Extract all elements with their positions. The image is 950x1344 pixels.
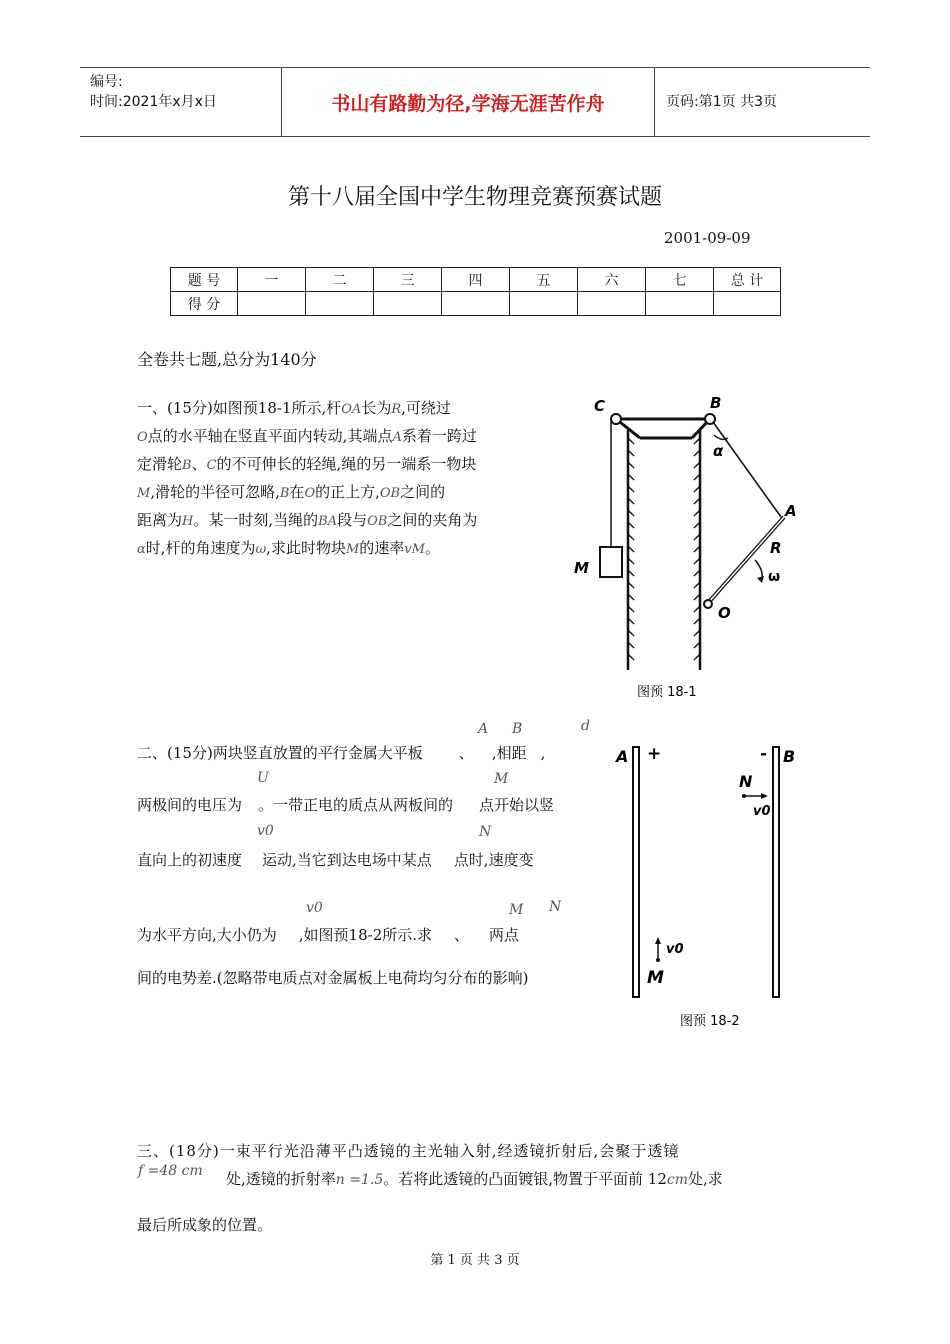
label-alpha: α [713, 442, 724, 460]
label-r: R [770, 539, 782, 557]
q3-f-expr: f =48 cm [138, 1163, 203, 1179]
q1-symbol: ω [255, 542, 267, 557]
q2-text: 点时,速度变 [453, 851, 534, 869]
q3-text: 处,透镜的折射率 [226, 1170, 336, 1188]
label-plus: + [647, 744, 662, 764]
point-m [656, 958, 660, 962]
q3-text: 处,求 [688, 1170, 723, 1188]
q3-unit: cm [666, 1172, 688, 1188]
q1-text: ,滑轮的半径可忽略, [150, 483, 280, 501]
q2-symbol: M [494, 771, 509, 787]
pulley-c [611, 414, 621, 424]
q2-line: 间的电势差.(忽略带电质点对金属板上电荷均匀分布的影响) [137, 969, 529, 987]
label-c: C [594, 397, 606, 415]
q2-line [137, 792, 554, 818]
q1-symbol: R [391, 402, 402, 417]
q1-text: 、 [191, 455, 207, 473]
label-minus: - [760, 744, 768, 764]
q2-text: , [540, 744, 546, 762]
q1-symbol: OA [341, 402, 362, 417]
q2-symbol: N [549, 899, 562, 915]
score-blank [578, 292, 646, 316]
q1-symbol: M [345, 542, 360, 557]
q1-text: 的不可伸长的轻绳,绳的另一端系一物块 [216, 455, 477, 473]
q1-text: 。 [424, 539, 440, 557]
total-score-text: 全卷共七题,总分为140分 [137, 350, 317, 369]
score-blank [714, 292, 781, 316]
q1-symbol: A [392, 430, 402, 445]
score-cell: 二 [306, 268, 374, 292]
q1-symbol: M [137, 486, 151, 501]
page-header [80, 67, 870, 137]
score-cell: 题 号 [171, 268, 238, 292]
score-cell: 六 [578, 268, 646, 292]
score-header-row [171, 268, 781, 292]
q2-text: 、 [454, 926, 470, 944]
q2-symbol: M [509, 902, 524, 918]
q1-symbol: B [182, 458, 192, 473]
score-label: 得 分 [171, 292, 238, 316]
q2-line [137, 740, 545, 766]
q1-symbol: OB [379, 486, 401, 501]
q1-text: ,可绕过 [401, 399, 451, 417]
q2-symbol: v0 [306, 900, 323, 916]
q2-symbol: A [478, 721, 489, 737]
q1-text: 之间的 [400, 483, 446, 501]
page-label: 页码:第1页 共3页 [666, 94, 777, 110]
velocity-arrowhead-m [655, 937, 661, 944]
q1-symbol: O [137, 430, 148, 445]
q2-text: 两极间的电压为 [137, 796, 243, 814]
q2-text: 二、(15分)两块竖直放置的平行金属大平板 [137, 744, 423, 762]
score-row [171, 292, 781, 316]
q3-line-2 [226, 1166, 723, 1193]
score-cell: 七 [646, 268, 714, 292]
label-b: B [710, 394, 722, 412]
q3-line-1: 三、(18分)一束平行光沿薄平凸透镜的主光轴入射,经透镜折射后,会聚于透镜 [137, 1142, 680, 1160]
motto: 书山有路勤为径,学海无涯苦作舟 [282, 68, 655, 136]
score-cell: 一 [238, 268, 306, 292]
q2-text: 、 [458, 744, 474, 762]
q2-symbol: d [581, 718, 590, 734]
score-cell: 四 [442, 268, 510, 292]
q3-text: 。若将此透镜的凸面镀银,物置于平面前 12 [383, 1170, 667, 1188]
q2-symbol: U [257, 770, 269, 786]
figure-18-2 [605, 735, 805, 1035]
label-m: M [647, 968, 664, 988]
q1-text: 系着一跨过 [401, 427, 477, 445]
q2-text: 直向上的初速度 [137, 851, 243, 869]
q2-symbol: B [512, 721, 523, 737]
header-meta [80, 68, 282, 136]
alpha-arc [714, 435, 728, 439]
page-footer: 第 1 页 共 3 页 [430, 1253, 520, 1268]
score-cell: 五 [510, 268, 578, 292]
q1-text: 的速率 [359, 539, 405, 557]
q1-text: 在 [289, 483, 305, 501]
question-2 [137, 715, 607, 995]
score-blank [374, 292, 442, 316]
q1-text: 距离为 [137, 511, 183, 529]
q2-text: ,相距 [491, 744, 527, 762]
q1-text: 段与 [337, 511, 368, 529]
plate-b [773, 747, 779, 997]
q1-symbol: OB [367, 514, 388, 529]
q1-text: 点的水平轴在竖直平面内转动,其端点 [147, 427, 393, 445]
score-cell: 三 [374, 268, 442, 292]
score-table [170, 267, 781, 316]
q1-symbol: B [279, 486, 290, 501]
pulley-frame [616, 419, 710, 438]
q2-line [137, 847, 534, 873]
q1-symbol: O [304, 486, 316, 501]
q1-symbol: H [182, 514, 194, 529]
q1-text: 。某一时刻,当绳的 [193, 511, 319, 529]
rod-oa-inner [708, 517, 784, 603]
question-1 [137, 395, 567, 563]
label-v0-m: v0 [666, 942, 684, 957]
doc-date: 2001-09-09 [664, 229, 751, 247]
label-a: A [616, 747, 629, 766]
label-v0-n: v0 [753, 804, 771, 819]
time-label: 时间:2021年x月x日 [90, 94, 217, 110]
q2-text: 为水平方向,大小仍为 [137, 926, 277, 944]
q2-text: 。一带正电的质点从两板间的 [258, 796, 454, 814]
score-blank [510, 292, 578, 316]
q1-symbol: C [206, 458, 217, 473]
q1-text: 一、(15分)如图预18-1所示,杆 [137, 399, 342, 417]
q1-text: 时,杆的角速度为 [145, 539, 256, 557]
q2-text: 两点 [489, 926, 520, 944]
label-omega: ω [768, 569, 781, 585]
label-o: O [718, 604, 731, 622]
label-b: B [783, 747, 796, 766]
q2-text: ,如图预18-2所示.求 [298, 926, 433, 944]
doc-title: 第十八届全国中学生物理竞赛预赛试题 [287, 185, 662, 210]
q1-text: 定滑轮 [137, 455, 183, 473]
q2-line [137, 922, 519, 948]
q1-symbol: α [137, 542, 146, 557]
caption-18-2: 图预 18-2 [680, 1014, 740, 1029]
pivot-o [704, 600, 712, 608]
q2-text: 点开始以竖 [479, 796, 555, 814]
q1-text: ,求此时物块 [266, 539, 346, 557]
score-blank [646, 292, 714, 316]
caption-18-1: 图预 18-1 [637, 685, 697, 700]
number-label: 编号: [90, 74, 123, 90]
block-m [600, 547, 622, 577]
score-cell: 总 计 [714, 268, 781, 292]
label-m: M [574, 559, 589, 577]
score-blank [238, 292, 306, 316]
q1-text: 之间的夹角为 [387, 511, 478, 529]
q3-n-expr: n =1.5 [335, 1172, 384, 1188]
question-3 [137, 1138, 827, 1164]
q2-text: 运动,当它到达电场中某点 [262, 851, 432, 869]
plate-a [633, 747, 639, 997]
label-n: N [739, 772, 753, 791]
rope-ba [713, 422, 781, 517]
q3-line-3: 最后所成象的位置。 [137, 1216, 273, 1234]
q1-text: 的正上方, [315, 483, 380, 501]
q1-symbol: vM [404, 542, 425, 557]
score-blank [306, 292, 374, 316]
q1-symbol: BA [318, 514, 338, 529]
q2-symbol: N [479, 824, 492, 840]
score-blank [442, 292, 510, 316]
q1-text: 长为 [361, 399, 392, 417]
q2-symbol: v0 [257, 823, 274, 839]
omega-arrowhead [757, 576, 764, 583]
label-a: A [785, 502, 797, 520]
point-n [742, 794, 746, 798]
velocity-arrowhead-n [761, 793, 768, 799]
figure-18-1 [565, 390, 805, 710]
